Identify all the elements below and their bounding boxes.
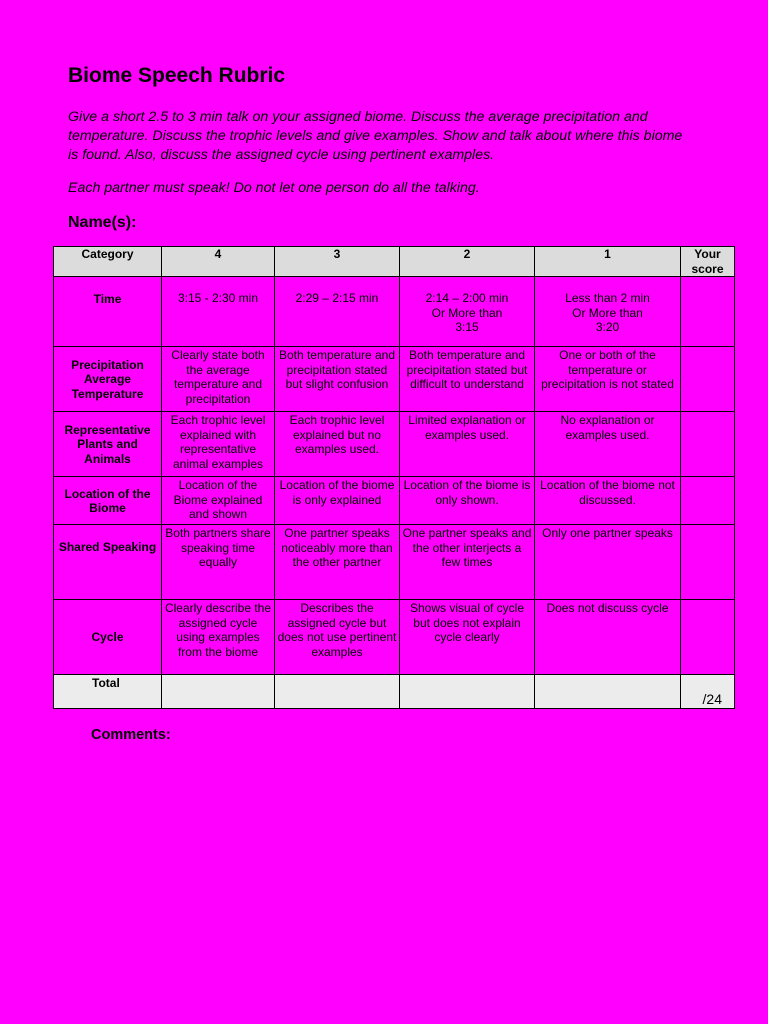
comments-label: Comments: bbox=[91, 727, 171, 743]
criteria-cell: Limited explanation or examples used. bbox=[400, 412, 535, 477]
table-row bbox=[54, 347, 735, 412]
category-cycle: Cycle bbox=[54, 600, 162, 675]
criteria-cell: Location of the biome is only explained bbox=[275, 477, 400, 525]
score-cell[interactable] bbox=[681, 412, 735, 477]
criteria-cell: Location of the biome is only shown. bbox=[400, 477, 535, 525]
page-title: Biome Speech Rubric bbox=[68, 64, 286, 87]
criteria-cell: Each trophic level explained with representative animal examples bbox=[162, 412, 275, 477]
criteria-cell: Less than 2 min Or More than 3:20 bbox=[535, 277, 681, 347]
criteria-cell: No explanation or examples used. bbox=[535, 412, 681, 477]
table-header-row bbox=[54, 247, 735, 277]
score-cell[interactable] bbox=[681, 600, 735, 675]
table-row bbox=[54, 600, 735, 675]
score-cell[interactable] bbox=[681, 477, 735, 525]
score-cell[interactable] bbox=[681, 525, 735, 600]
criteria-cell: Each trophic level explained but no examples used. bbox=[275, 412, 400, 477]
header-category: Category bbox=[54, 247, 162, 277]
category-location: Location of the Biome bbox=[54, 477, 162, 525]
criteria-cell: Both temperature and precipitation stated but slight confusion bbox=[275, 347, 400, 412]
table-row bbox=[54, 477, 735, 525]
criteria-cell: Both partners share speaking time equally bbox=[162, 525, 275, 600]
instructions-text: Give a short 2.5 to 3 min talk on your assigned biome. Discuss the average precipitation and temperature. Discuss the trophic levels and give examples. Show and talk about where this biome is found. Also, discuss the assigned cycle using pertinent examples. bbox=[68, 109, 683, 163]
category-time: Time bbox=[54, 277, 162, 347]
total-cell bbox=[535, 675, 681, 709]
names-label: Name(s): bbox=[68, 214, 137, 231]
criteria-cell: Both temperature and precipitation stated but difficult to understand bbox=[400, 347, 535, 412]
score-cell[interactable] bbox=[681, 347, 735, 412]
criteria-cell: One partner speaks and the other interjects a few times bbox=[400, 525, 535, 600]
category-shared-speaking: Shared Speaking bbox=[54, 525, 162, 600]
header-score-2: 2 bbox=[400, 247, 535, 277]
criteria-cell: 3:15 - 2:30 min bbox=[162, 277, 275, 347]
criteria-cell: Only one partner speaks bbox=[535, 525, 681, 600]
table-row bbox=[54, 412, 735, 477]
header-your-score: Your score bbox=[681, 247, 735, 277]
table-row bbox=[54, 277, 735, 347]
header-score-4: 4 bbox=[162, 247, 275, 277]
header-score-3: 3 bbox=[275, 247, 400, 277]
partner-note: Each partner must speak! Do not let one person do all the talking. bbox=[68, 180, 480, 196]
category-plants-animals: Representative Plants and Animals bbox=[54, 412, 162, 477]
criteria-cell: One partner speaks noticeably more than the other partner bbox=[275, 525, 400, 600]
header-score-1: 1 bbox=[535, 247, 681, 277]
criteria-cell: Clearly state both the average temperature and precipitation bbox=[162, 347, 275, 412]
total-cell bbox=[275, 675, 400, 709]
total-cell bbox=[400, 675, 535, 709]
criteria-cell: Shows visual of cycle but does not explain cycle clearly bbox=[400, 600, 535, 675]
criteria-cell: 2:29 – 2:15 min bbox=[275, 277, 400, 347]
total-label: Total bbox=[54, 675, 162, 709]
table-row bbox=[54, 525, 735, 600]
rubric-table bbox=[53, 246, 735, 709]
criteria-cell: Clearly describe the assigned cycle using examples from the biome bbox=[162, 600, 275, 675]
criteria-cell: Describes the assigned cycle but does not use pertinent examples bbox=[275, 600, 400, 675]
criteria-cell: Location of the biome not discussed. bbox=[535, 477, 681, 525]
score-cell[interactable] bbox=[681, 277, 735, 347]
total-cell bbox=[162, 675, 275, 709]
category-precipitation-temperature: Precipitation Average Temperature bbox=[54, 347, 162, 412]
criteria-cell: Does not discuss cycle bbox=[535, 600, 681, 675]
total-score[interactable]: /24 bbox=[681, 675, 735, 709]
criteria-cell: One or both of the temperature or precipitation is not stated bbox=[535, 347, 681, 412]
criteria-cell: 2:14 – 2:00 min Or More than 3:15 bbox=[400, 277, 535, 347]
criteria-cell: Location of the Biome explained and shown bbox=[162, 477, 275, 525]
total-row bbox=[54, 675, 735, 709]
